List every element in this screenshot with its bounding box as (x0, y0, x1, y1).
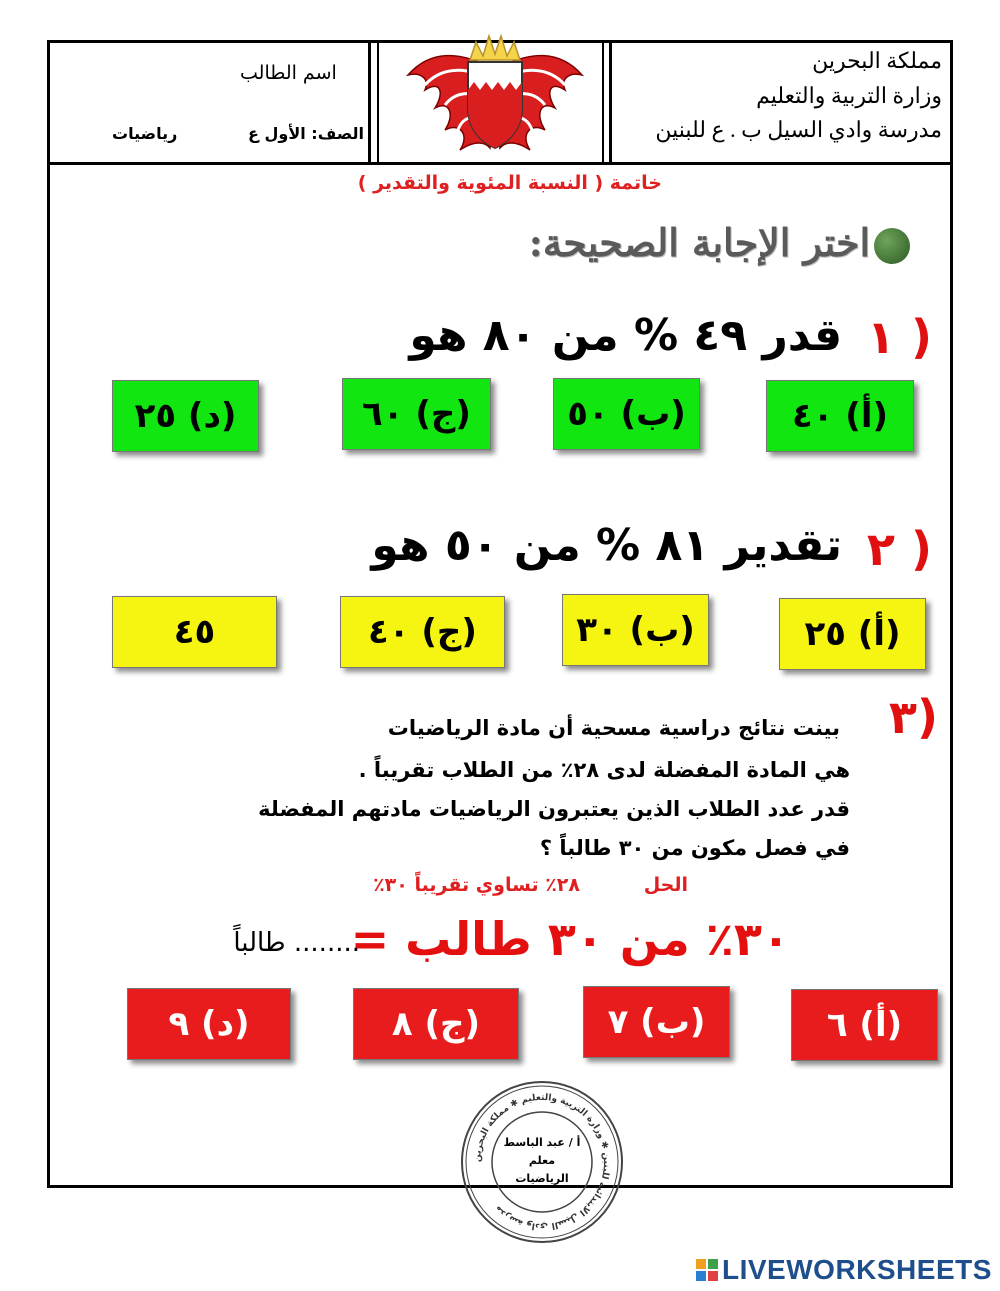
header-left-separator (368, 40, 371, 165)
question-3-line-1: بينت نتائج دراسية مسحية أن مادة الرياضيات (387, 716, 840, 740)
q2-option-b[interactable]: (ب) ٣٠ (562, 594, 709, 666)
stamp-ring-text: مدرسة وادي السيل الابتدائية للبنين ✱ وزارة التربية والتعليم ✱ مملكة البحرين (472, 1092, 612, 1232)
q1-option-b[interactable]: (ب) ٥٠ (553, 378, 700, 450)
worksheet-subtitle: خاتمة ( النسبة المئوية والتقدير ) (357, 172, 662, 194)
stamp-center-line-1: أ / عبد الباسط (503, 1136, 581, 1149)
q3-option-b[interactable]: (ب) ٧ (583, 986, 730, 1058)
liveworksheets-logo-icon (696, 1259, 718, 1281)
question-1-text: قدر ٤٩ % من ٨٠ هو (409, 310, 842, 361)
header-divider (47, 162, 950, 165)
question-1-number: ١ ) (866, 310, 932, 364)
q3-option-a[interactable]: (أ) ٦ (791, 989, 938, 1061)
header-right-separator-inner (609, 40, 612, 165)
country-name: مملكة البحرين (812, 48, 942, 73)
solution-text: ٢٨٪ تساوي تقريباً ٣٠٪ (373, 874, 580, 896)
subject-label: رياضيات (112, 124, 178, 143)
student-name-label: اسم الطالب (240, 62, 337, 84)
school-stamp (458, 1078, 626, 1246)
q2-option-c[interactable]: (ج) ٤٠ (340, 596, 505, 668)
q2-option-a[interactable]: (أ) ٢٥ (779, 598, 926, 670)
q3-option-c[interactable]: (ج) ٨ (353, 988, 519, 1060)
q1-option-a[interactable]: (أ) ٤٠ (766, 380, 914, 452)
question-2-text: تقدير ٨١ % من ٥٠ هو (371, 520, 842, 571)
bahrain-emblem-icon (400, 30, 590, 160)
question-2-number: ٢ ) (866, 522, 932, 576)
bullet-icon (874, 228, 910, 264)
ministry-name: وزارة التربية والتعليم (756, 83, 942, 108)
question-3-line-2: هي المادة المفضلة لدى ٢٨٪ من الطلاب تقريباً . (358, 758, 850, 782)
q1-option-d[interactable]: (د) ٢٥ (112, 380, 259, 452)
question-3-line-4: في فصل مكون من ٣٠ طالباً ؟ (539, 836, 850, 860)
header-right-separator (602, 40, 604, 165)
q2-option-d[interactable]: ٤٥ (112, 596, 277, 668)
liveworksheets-brand[interactable]: LIVEWORKSHEETS (722, 1254, 992, 1285)
q3-option-d[interactable]: (د) ٩ (127, 988, 291, 1060)
class-label: الصف: الأول ع (248, 124, 365, 143)
q1-option-c[interactable]: (ج) ٦٠ (342, 378, 491, 450)
answer-blank[interactable]: ........ طالباً (233, 928, 360, 958)
instruction-text: اختر الإجابة الصحيحة: (528, 220, 870, 265)
stamp-center-line-3: الرياضيات (515, 1172, 569, 1185)
question-3-number: ٣) (888, 690, 938, 744)
solution-label: الحل (643, 874, 688, 896)
header-left-separator-inner (377, 40, 379, 165)
equation-text: ٣٠٪ من ٣٠ طالب = (350, 912, 790, 966)
school-name: مدرسة وادي السيل ب . ع للبنين (655, 117, 942, 142)
stamp-center-line-2: معلم (528, 1154, 556, 1167)
question-3-line-3: قدر عدد الطلاب الذين يعتبرون الرياضيات مادتهم المفضلة (258, 797, 850, 821)
